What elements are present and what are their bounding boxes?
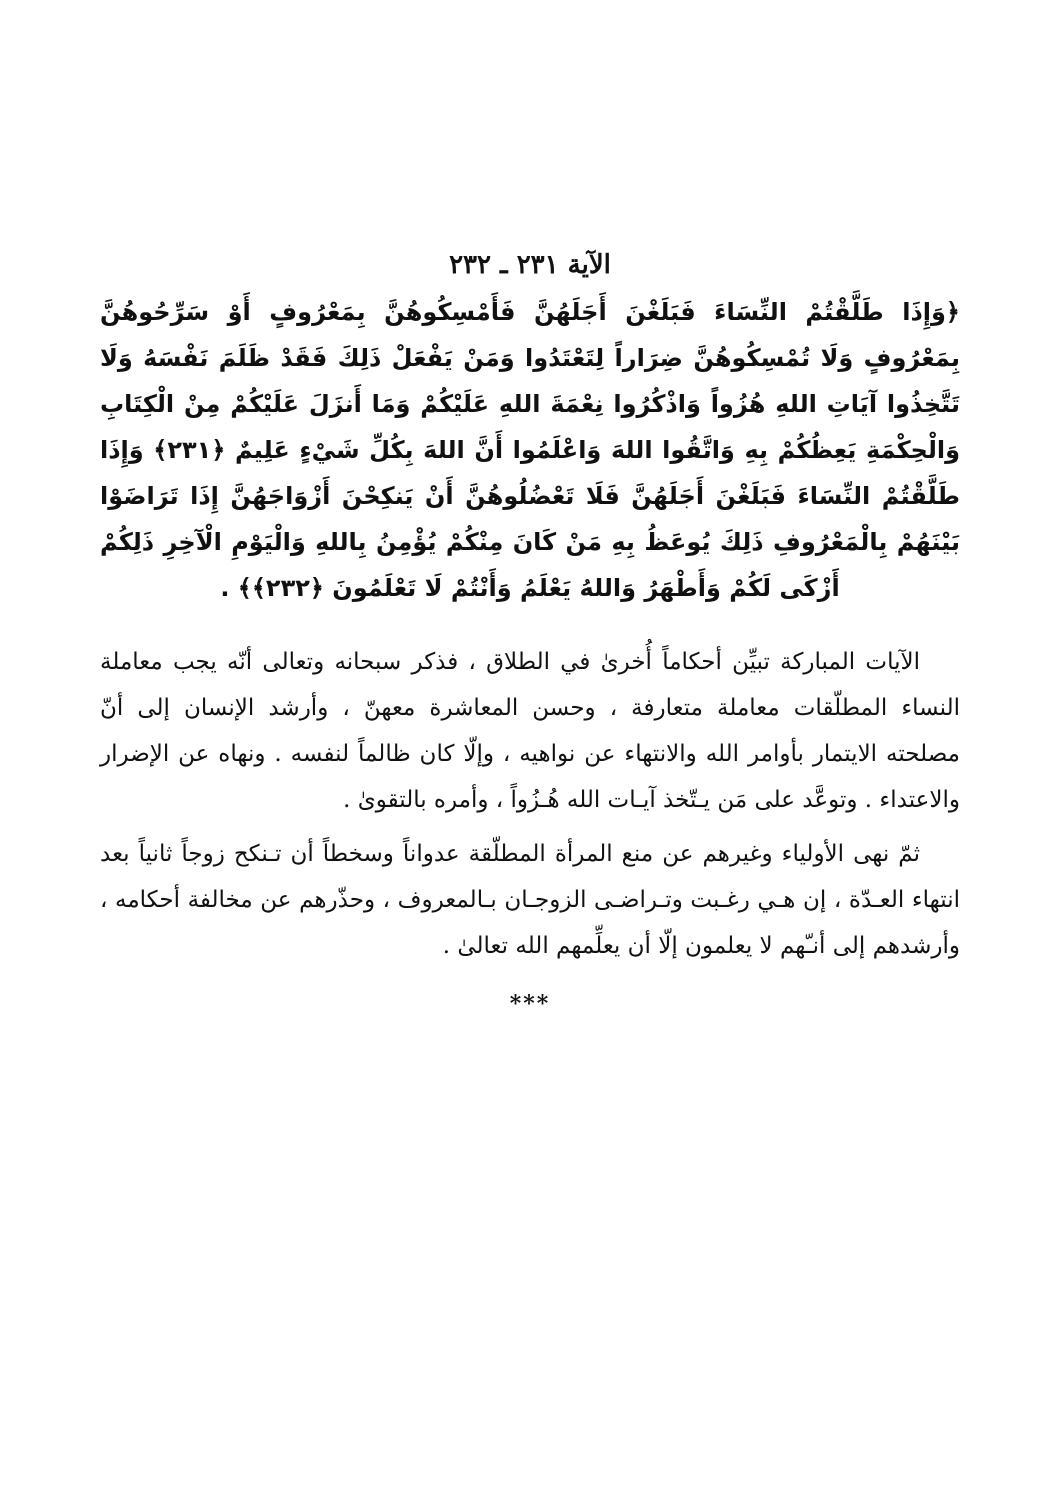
commentary-paragraph-1: الآيات المباركة تبيِّن أحكاماً أُخرىٰ في الطلاق ، فذكر سبحانه وتعالى أنّه يجب معاملة النساء المطلّقات معاملة متعارفة ، وحسن المعاشرة معهنّ ، وأرشد الإنسان إلى أنّ مصلحته الايتمار بأوامر الله والانتهاء عن نواهيه ، وإلّا كان ظالماً لنفسه . ونهاه عن الإضرار والاعتداء . وتوعَّد على مَن يـتّخذ آيـات الله هُـزُواً ، وأمره بالتقوىٰ .	[100, 649, 960, 813]
verse-heading: الآية ٢٣١ ـ ٢٣٢	[449, 250, 611, 280]
quran-verse: ﴿وَإِذَا طَلَّقْتُمْ النِّسَاءَ فَبَلَغْنَ أَجَلَهُنَّ فَأَمْسِكُوهُنَّ بِمَعْرُوفٍ أَوْ سَرِّحُوهُنَّ بِمَعْرُوفٍ وَلَا تُمْسِكُوهُنَّ ضِرَاراً لِتَعْتَدُوا وَمَنْ يَفْعَلْ ذَلِكَ فَقَدْ ظَلَمَ نَفْسَهُ وَلَا تَتَّخِذُوا آيَاتِ اللهِ هُزُواً وَاذْكُرُوا نِعْمَةَ اللهِ عَلَيْكُمْ وَمَا أَنزَلَ عَلَيْكُمْ مِنْ الْكِتَابِ وَالْحِكْمَةِ يَعِظُكُمْ بِهِ وَاتَّقُوا اللهَ وَاعْلَمُوا أَنَّ اللهَ بِكُلِّ شَيْءٍ عَلِيمٌ ﴿٢٣١﴾ وَإِذَا طَلَّقْتُمْ النِّسَاءَ فَبَلَغْنَ أَجَلَهُنَّ فَلَا تَعْضُلُوهُنَّ أَنْ يَنكِحْنَ أَزْوَاجَهُنَّ إِذَا تَرَاضَوْا بَيْنَهُمْ بِالْمَعْرُوفِ ذَلِكَ يُوعَظُ بِهِ مَنْ كَانَ مِنْكُمْ يُؤْمِنُ بِاللهِ وَالْيَوْمِ الْآخِرِ ذَلِكُمْ أَزْكَى لَكُمْ وَأَطْهَرُ وَاللهُ يَعْلَمُ وَأَنْتُمْ لَا تَعْلَمُونَ ﴿٢٣٢﴾﴾ .	[100, 298, 961, 602]
page-content	[100, 245, 960, 1017]
commentary-paragraph-2: ثمّ نهى الأولياء وغيرهم عن منع المرأة المطلّقة عدواناً وسخطاً أن تـنكح زوجاً ثانياً بعد انتهاء العـدّة ، إن هـي رغـبت وتـراضـى الزوجـان بـالمعروف ، وحذّرهم عن مخالفة أحكامه ، وأرشدهم إلى أنـّهم لا يعلمون إلّا أن يعلِّمهم الله تعالىٰ .	[100, 841, 960, 959]
section-separator: ***	[509, 991, 551, 1017]
